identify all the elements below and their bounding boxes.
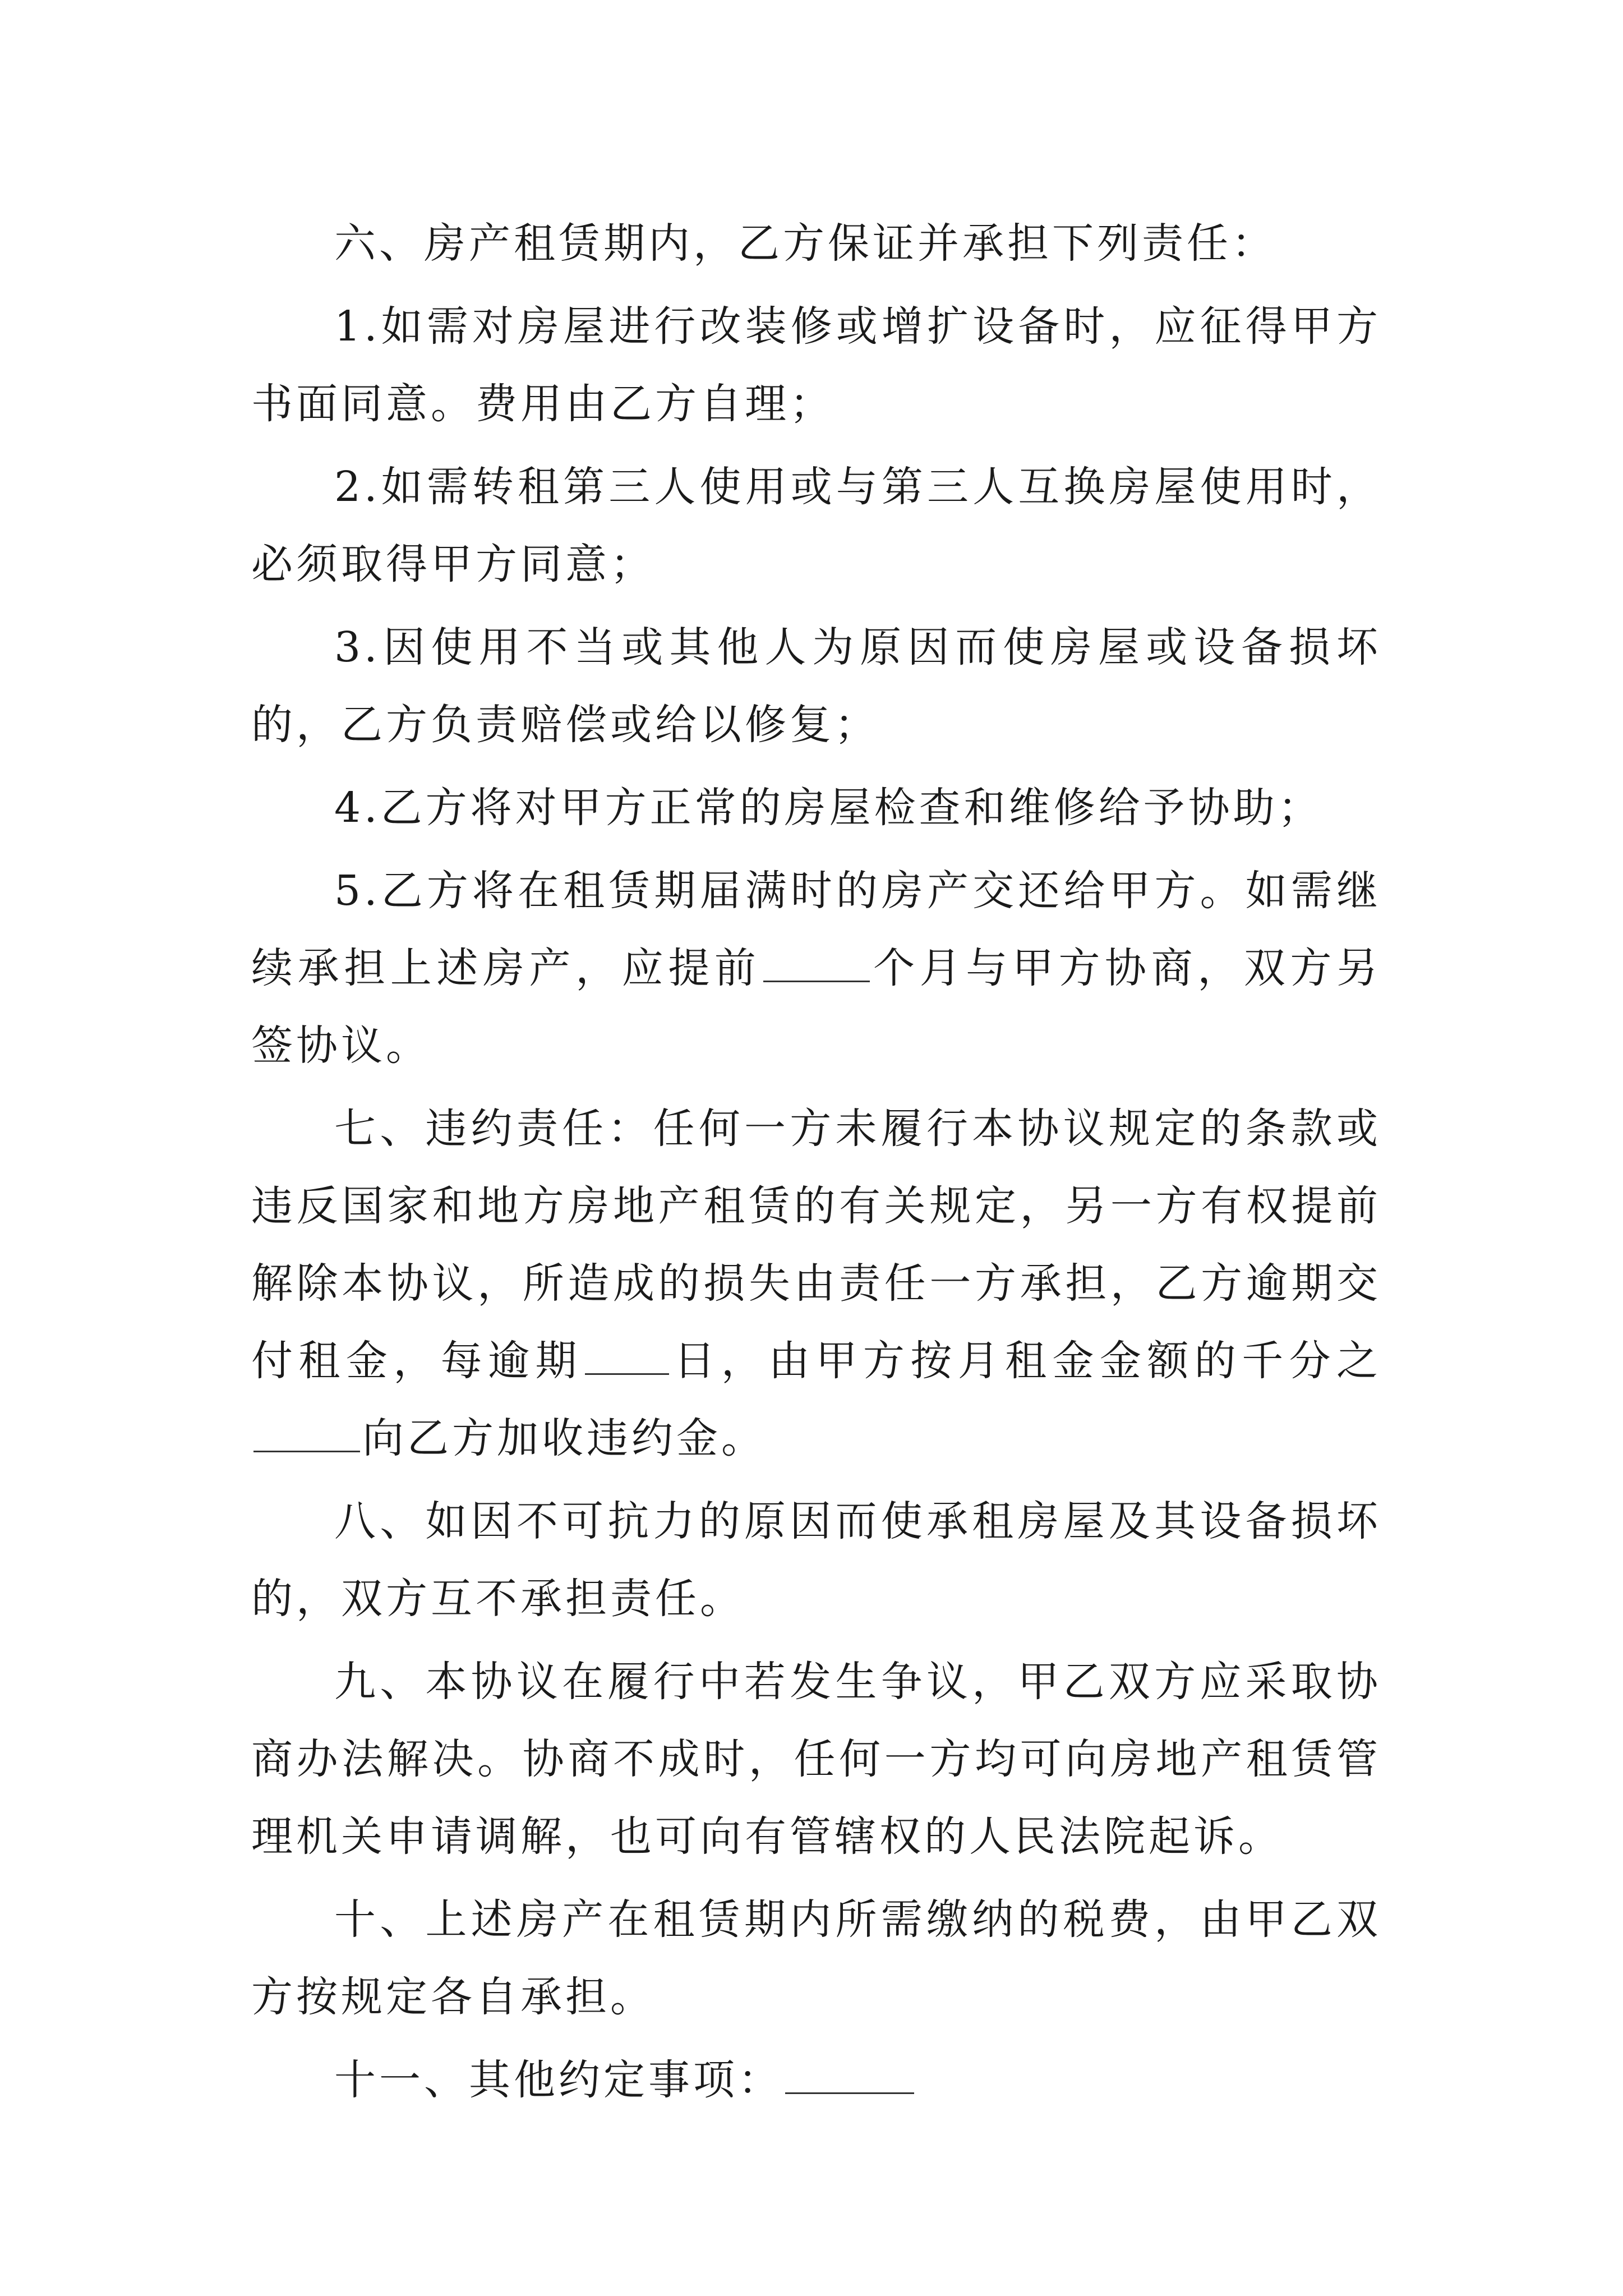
clause-text: 九、本协议在履行中若发生争议，甲乙双方应采取协商办法解决。协商不成时，任何一方均可向房地产租赁管理机关申请调解，也可向有管辖权的人民法院起诉。 — [251, 1658, 1381, 1861]
clause-9-dispute-resolution — [251, 1643, 1381, 1875]
blank-per-mille-rate-field[interactable] — [253, 1417, 360, 1452]
clause-text: 1.如需对房屋进行改装修或增扩设备时，应征得甲方书面同意。费用由乙方自理； — [251, 302, 1381, 428]
clause-7-breach-liability — [251, 1090, 1381, 1477]
clause-6-item-3 — [251, 609, 1381, 763]
clause-text: 十一、其他约定事项： — [334, 2056, 783, 2104]
clause-6-item-2 — [251, 448, 1381, 603]
clause-text: 十、上述房产在租赁期内所需缴纳的税费，由甲乙双方按规定各自承担。 — [251, 1895, 1381, 2021]
blank-other-terms-field[interactable] — [785, 2059, 914, 2094]
clause-text: 七、违约责任：任何一方未履行本协议规定的条款或违反国家和地方房地产租赁的有关规定，另一方有权提前解除本协议，所造成的损失由责任一方承担，乙方逾期交付租金，每逾期 — [251, 1105, 1381, 1385]
clause-11-other-terms — [251, 2041, 1381, 2119]
clause-text: 向乙方加收违约金。 — [362, 1414, 766, 1462]
clause-6-item-1 — [251, 288, 1381, 443]
blank-months-field[interactable] — [763, 947, 870, 982]
clause-6-item-4 — [251, 769, 1381, 846]
clause-10-taxes — [251, 1881, 1381, 2036]
clause-text: 八、如因不可抗力的原因而使承租房屋及其设备损坏的，双方互不承担责任。 — [251, 1497, 1381, 1623]
clause-6-item-5 — [251, 852, 1381, 1084]
clause-6-heading — [251, 205, 1381, 282]
clause-text: 3.因使用不当或其他人为原因而使房屋或设备损坏的，乙方负责赔偿或给以修复； — [251, 623, 1381, 749]
clause-text: 日，由甲方按月租金金额的千分之 — [671, 1337, 1382, 1385]
clause-text: 5.乙方将在租赁期届满时的房产交还给甲方。如需继续承担上述房产，应提前 — [251, 867, 1381, 992]
clause-text: 2.如需转租第三人使用或与第三人互换房屋使用时，必须取得甲方同意； — [251, 463, 1381, 588]
blank-overdue-days-field[interactable] — [585, 1340, 669, 1375]
contract-body — [251, 205, 1381, 2119]
clause-text: 六、房产租赁期内，乙方保证并承担下列责任： — [334, 219, 1276, 268]
clause-8-force-majeure — [251, 1483, 1381, 1637]
clause-text: 个月与甲方协商，双方另签协议。 — [251, 944, 1381, 1070]
clause-text: 4.乙方将对甲方正常的房屋检查和维修给予协助； — [334, 784, 1323, 832]
